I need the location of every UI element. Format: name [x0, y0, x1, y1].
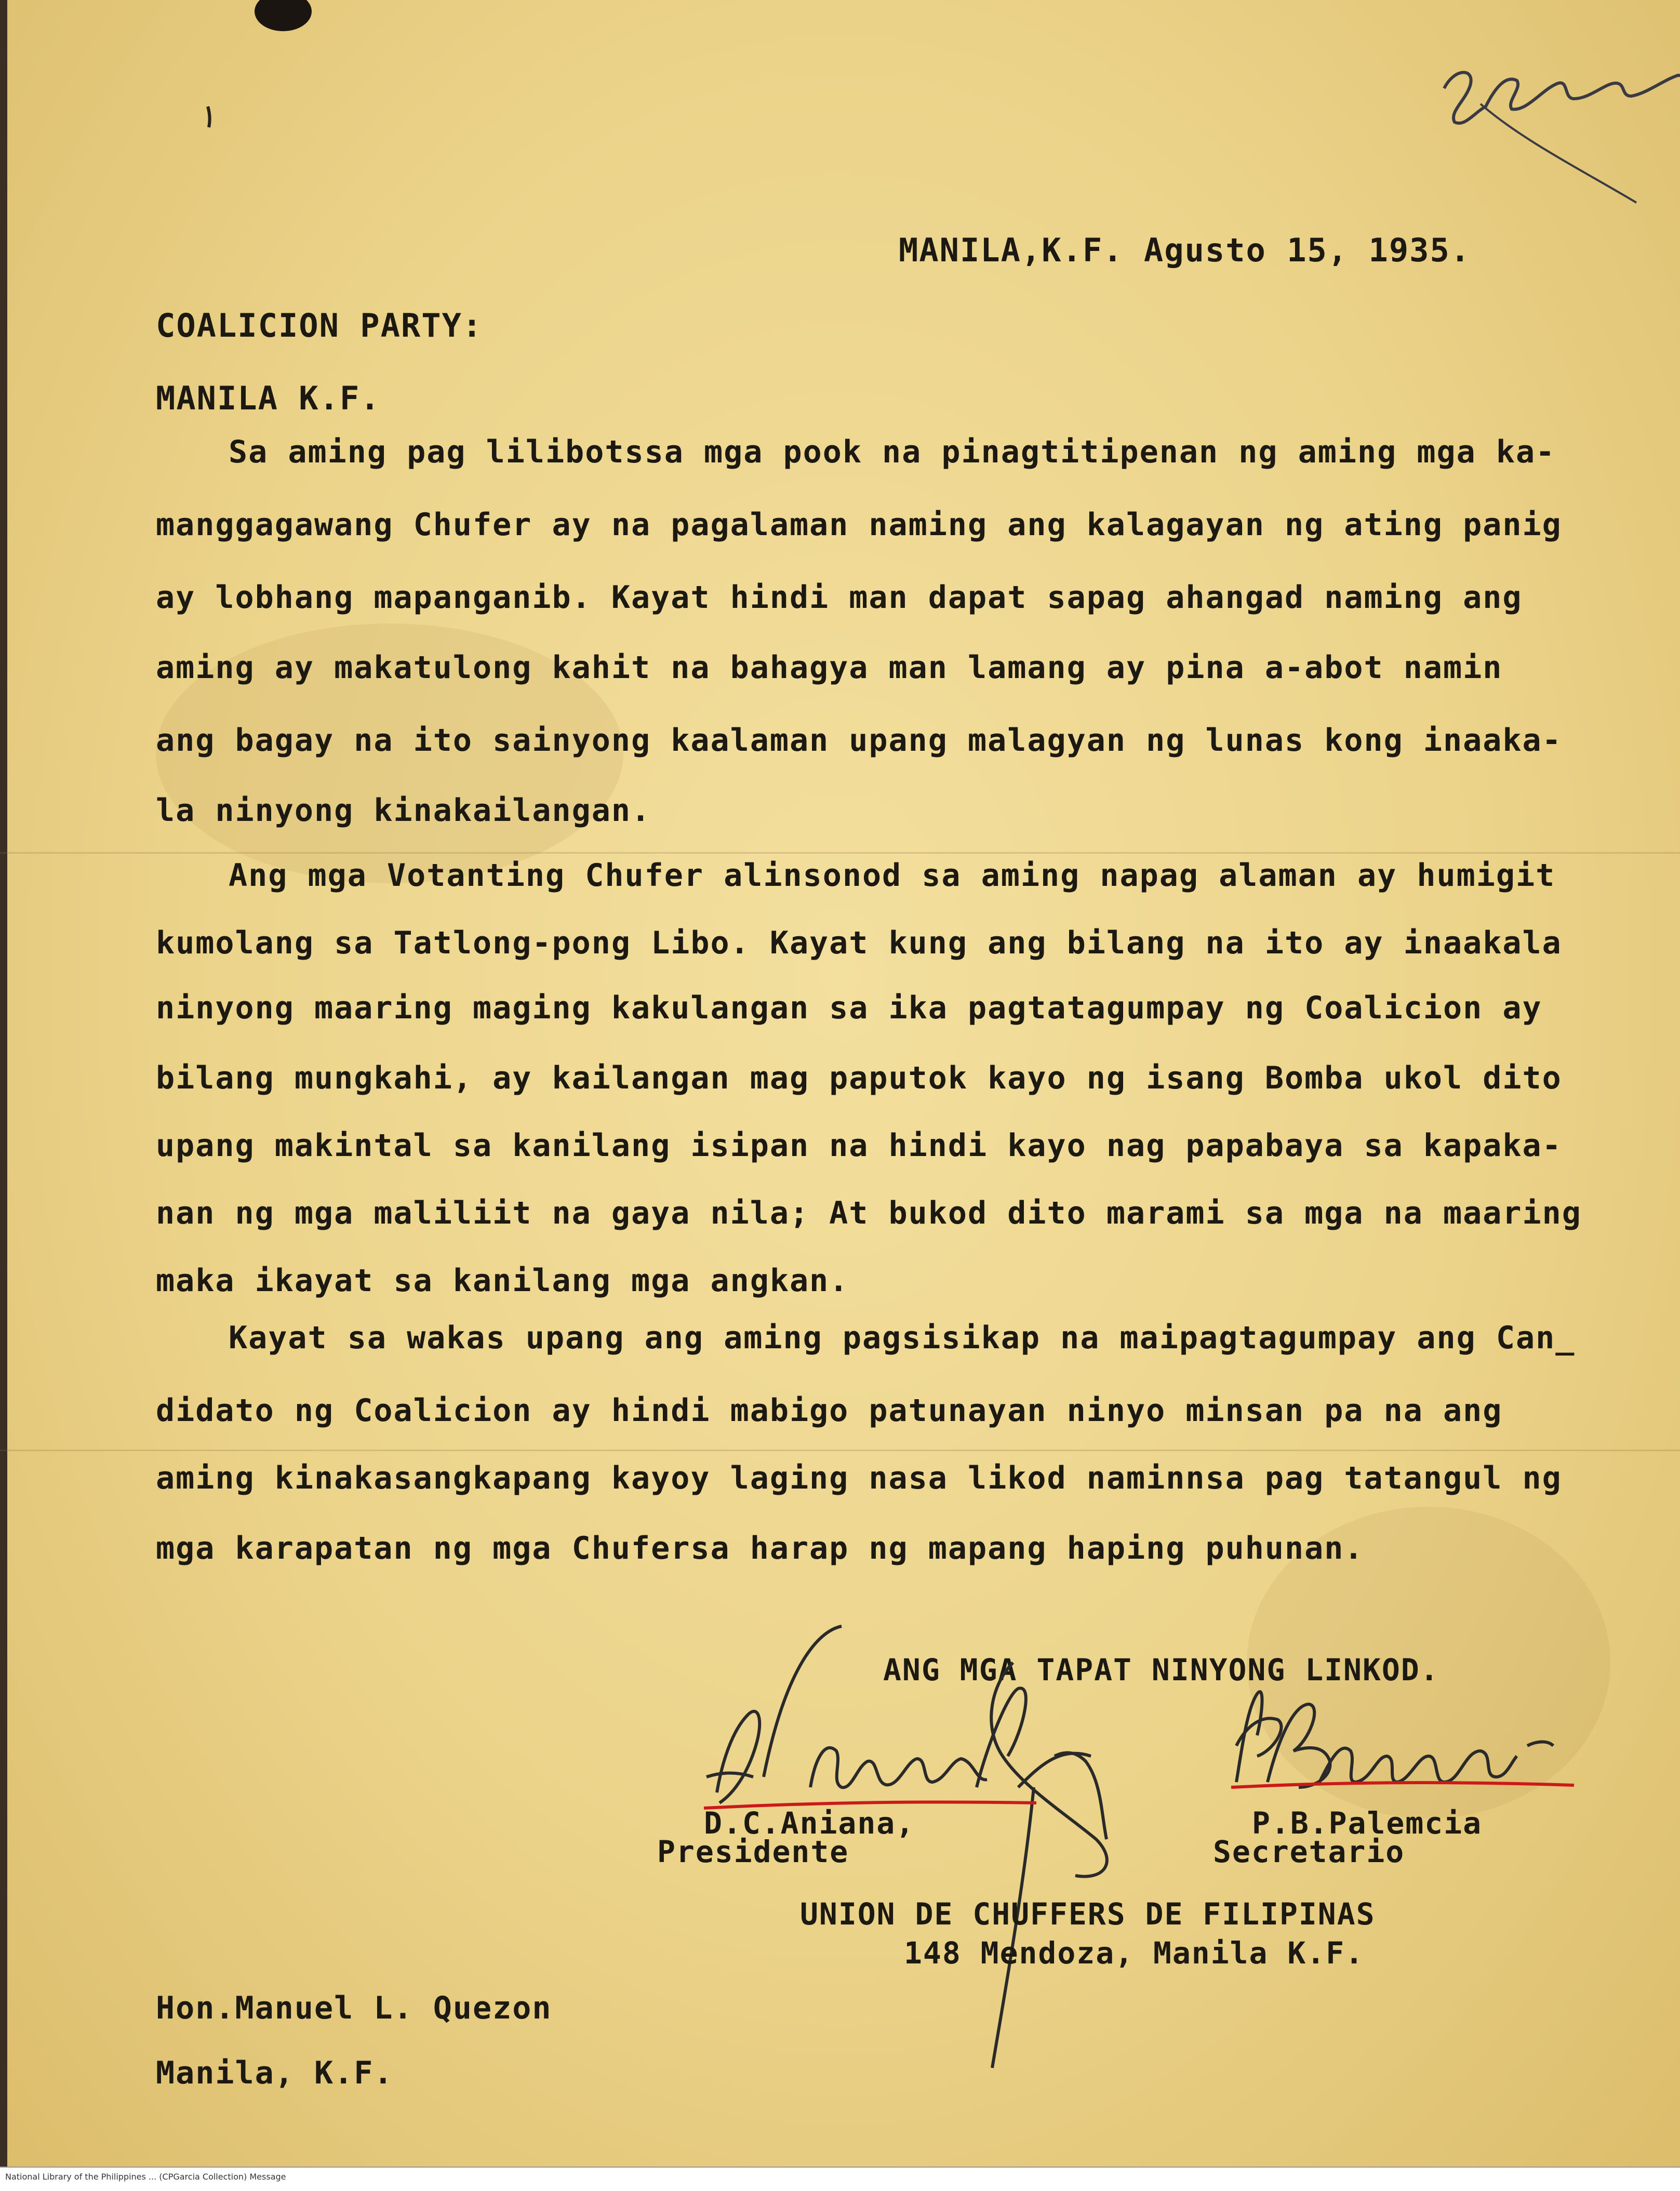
body-line: mga karapatan ng mga Chufersa harap ng mapang haping puhunan. [156, 1530, 1364, 1566]
body-line: bilang mungkahi, ay kailangan mag paputok kayo ng isang Bomba ukol dito [156, 1060, 1562, 1096]
signer-1-title: Presidente [657, 1834, 849, 1869]
body-line: Ang mga Votanting Chufer alinsonod sa aming napag alaman ay humigit [229, 857, 1556, 894]
body-line: didato ng Coalicion ay hindi mabigo patunayan ninyo minsan pa na ang [156, 1392, 1503, 1429]
body-line: aming ay makatulong kahit na bahagya man lamang ay pina a-abot namin [156, 649, 1503, 686]
body-line: aming kinakasangkapang kayoy laging nasa likod naminnsa pag tatangul ng [156, 1460, 1562, 1496]
signer-1-name: D.C.Aniana, [704, 1805, 915, 1841]
signer-2-name: P.B.Palemcia [1252, 1805, 1483, 1841]
salutation-party: COALICION PARTY: [156, 307, 483, 344]
archive-footer-text: National Library of the Philippines ... (CPGarcia Collection) Message [5, 2172, 286, 2182]
body-line: ninyong maaring maging kakulangan sa ika pagtatagumpay ng Coalicion ay [156, 990, 1542, 1026]
body-line: ay lobhang mapanganib. Kayat hindi man dapat sapag ahangad naming ang [156, 579, 1523, 616]
archive-footer [0, 2167, 1680, 2191]
signature-palemcia [1236, 1692, 1553, 1787]
body-line: ang bagay na ito sainyong kaalaman upang malagyan ng lunas kong inaaka- [156, 722, 1562, 759]
salutation-city: MANILA K.F. [156, 379, 381, 417]
organization-name: UNION DE CHUFFERS DE FILIPINAS [800, 1896, 1376, 1932]
body-line: maka ikayat sa kanilang mga angkan. [156, 1263, 849, 1299]
recipient-city: Manila, K.F. [156, 2055, 394, 2091]
body-line: Sa aming pag lilibotssa mga pook na pinagtitipenan ng aming mga ka- [229, 434, 1556, 470]
body-line: upang makintal sa kanilang isipan na hindi kayo nag papabaya sa kapaka- [156, 1127, 1562, 1164]
dateline: MANILA,K.F. Agusto 15, 1935. [899, 231, 1471, 269]
body-line: la ninyong kinakailangan. [156, 792, 651, 829]
body-line: kumolang sa Tatlong-pong Libo. Kayat kung ang bilang na ito ay inaakala [156, 925, 1562, 961]
closing: ANG MGA TAPAT NINYONG LINKOD. [883, 1652, 1439, 1688]
signer-2-title: Secretario [1213, 1834, 1405, 1869]
signature-underline [1231, 1783, 1574, 1787]
body-line: nan ng mga maliliit na gaya nila; At bukod dito marami sa mga na maaring [156, 1195, 1582, 1231]
recipient-name: Hon.Manuel L. Quezon [156, 1990, 552, 2026]
body-line: manggagawang Chufer ay na pagalaman naming ang kalagayan ng ating panig [156, 507, 1562, 543]
body-line: Kayat sa wakas upang ang aming pagsisikap na maipagtagumpay ang Can_ [229, 1320, 1576, 1356]
organization-address: 148 Mendoza, Manila K.F. [904, 1935, 1365, 1971]
